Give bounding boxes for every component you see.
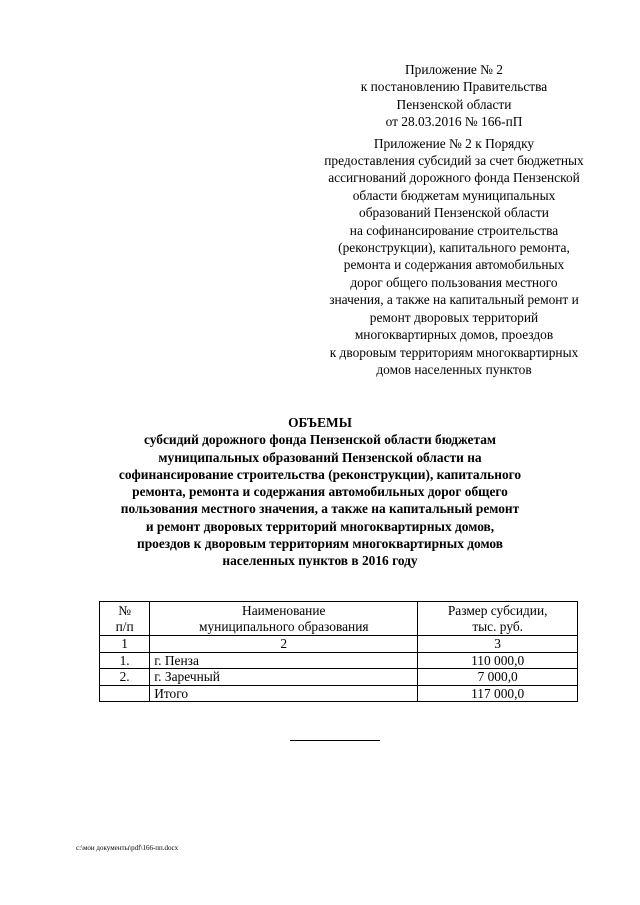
order-line: домов населенных пунктов <box>376 361 532 377</box>
header-municipality <box>150 602 418 636</box>
order-line: на софинансирование строительства <box>349 222 559 238</box>
title-line: проездов к дворовым территориям многоквартирных домов <box>137 536 503 552</box>
appendix-header <box>298 61 610 378</box>
title-line: софинансирование строительства (реконструкции), капитального <box>118 466 522 482</box>
appendix-line: от 28.03.2016 № 166-пП <box>385 114 523 130</box>
order-line: (реконструкции), капитального ремонта, <box>338 240 570 256</box>
file-path: c:\мои документы\pdf\166-пп.docx <box>76 844 179 852</box>
header-number <box>100 602 150 636</box>
header-text: Размер субсидии, <box>447 603 548 618</box>
order-line: значения, а также на капитальный ремонт и <box>329 292 579 308</box>
order-line: многоквартирных домов, проездов <box>354 327 554 343</box>
header-text: тыс. руб. <box>472 618 523 634</box>
appendix-line: Пензенской области <box>396 96 512 112</box>
separator-line <box>290 740 380 741</box>
appendix-line: Приложение № 2 <box>404 62 504 77</box>
order-line: к дворовым территориям многоквартирных <box>329 344 579 360</box>
row-number: 1. <box>100 652 150 669</box>
title-line: муниципальных образований Пензенской области на <box>158 449 482 465</box>
total-amount: 117 000,0 <box>418 685 578 702</box>
order-line: области бюджетам муниципальных <box>352 187 556 203</box>
total-empty-cell <box>100 685 150 702</box>
column-number: 2 <box>150 636 418 653</box>
header-text: Наименование <box>242 603 326 618</box>
row-municipality: г. Пенза <box>150 652 418 669</box>
title-line: субсидий дорожного фонда Пензенской области бюджетам <box>143 432 497 448</box>
column-number: 3 <box>418 636 578 653</box>
order-line: ассигнований дорожного фонда Пензенской <box>328 170 580 186</box>
row-number: 2. <box>100 669 150 686</box>
table-row <box>100 669 578 686</box>
title-line: пользования местного значения, а также на капитальный ремонт <box>120 501 520 517</box>
header-text: муниципального образования <box>198 618 369 634</box>
total-row <box>100 685 578 702</box>
title-line: ремонта, ремонта и содержания автомобильных дорог общего <box>132 484 508 500</box>
header-text: п/п <box>115 618 134 634</box>
header-text: № <box>118 603 131 618</box>
table-row <box>100 652 578 669</box>
table-header-row <box>100 602 578 636</box>
order-line: дорог общего пользования местного <box>350 274 558 290</box>
row-amount: 7 000,0 <box>418 669 578 686</box>
title-line: и ремонт дворовых территорий многоквартирных домов, <box>145 518 495 534</box>
title-heading: ОБЪЕМЫ <box>288 415 352 430</box>
column-number: 1 <box>100 636 150 653</box>
order-line: предоставления субсидий за счет бюджетных <box>324 153 584 169</box>
header-amount <box>418 602 578 636</box>
order-line: Приложение № 2 к Порядку <box>373 135 535 151</box>
subsidies-table <box>99 601 578 702</box>
order-line: ремонт дворовых территорий <box>369 309 539 325</box>
title-line: населенных пунктов в 2016 году <box>222 553 418 569</box>
order-line: ремонта и содержания автомобильных <box>343 257 565 273</box>
column-number-row <box>100 636 578 653</box>
order-line: образований Пензенской области <box>359 205 549 221</box>
row-municipality: г. Заречный <box>150 669 418 686</box>
row-amount: 110 000,0 <box>418 652 578 669</box>
total-label: Итого <box>150 685 418 702</box>
appendix-line: к постановлению Правительства <box>360 79 548 95</box>
document-title <box>70 414 570 570</box>
